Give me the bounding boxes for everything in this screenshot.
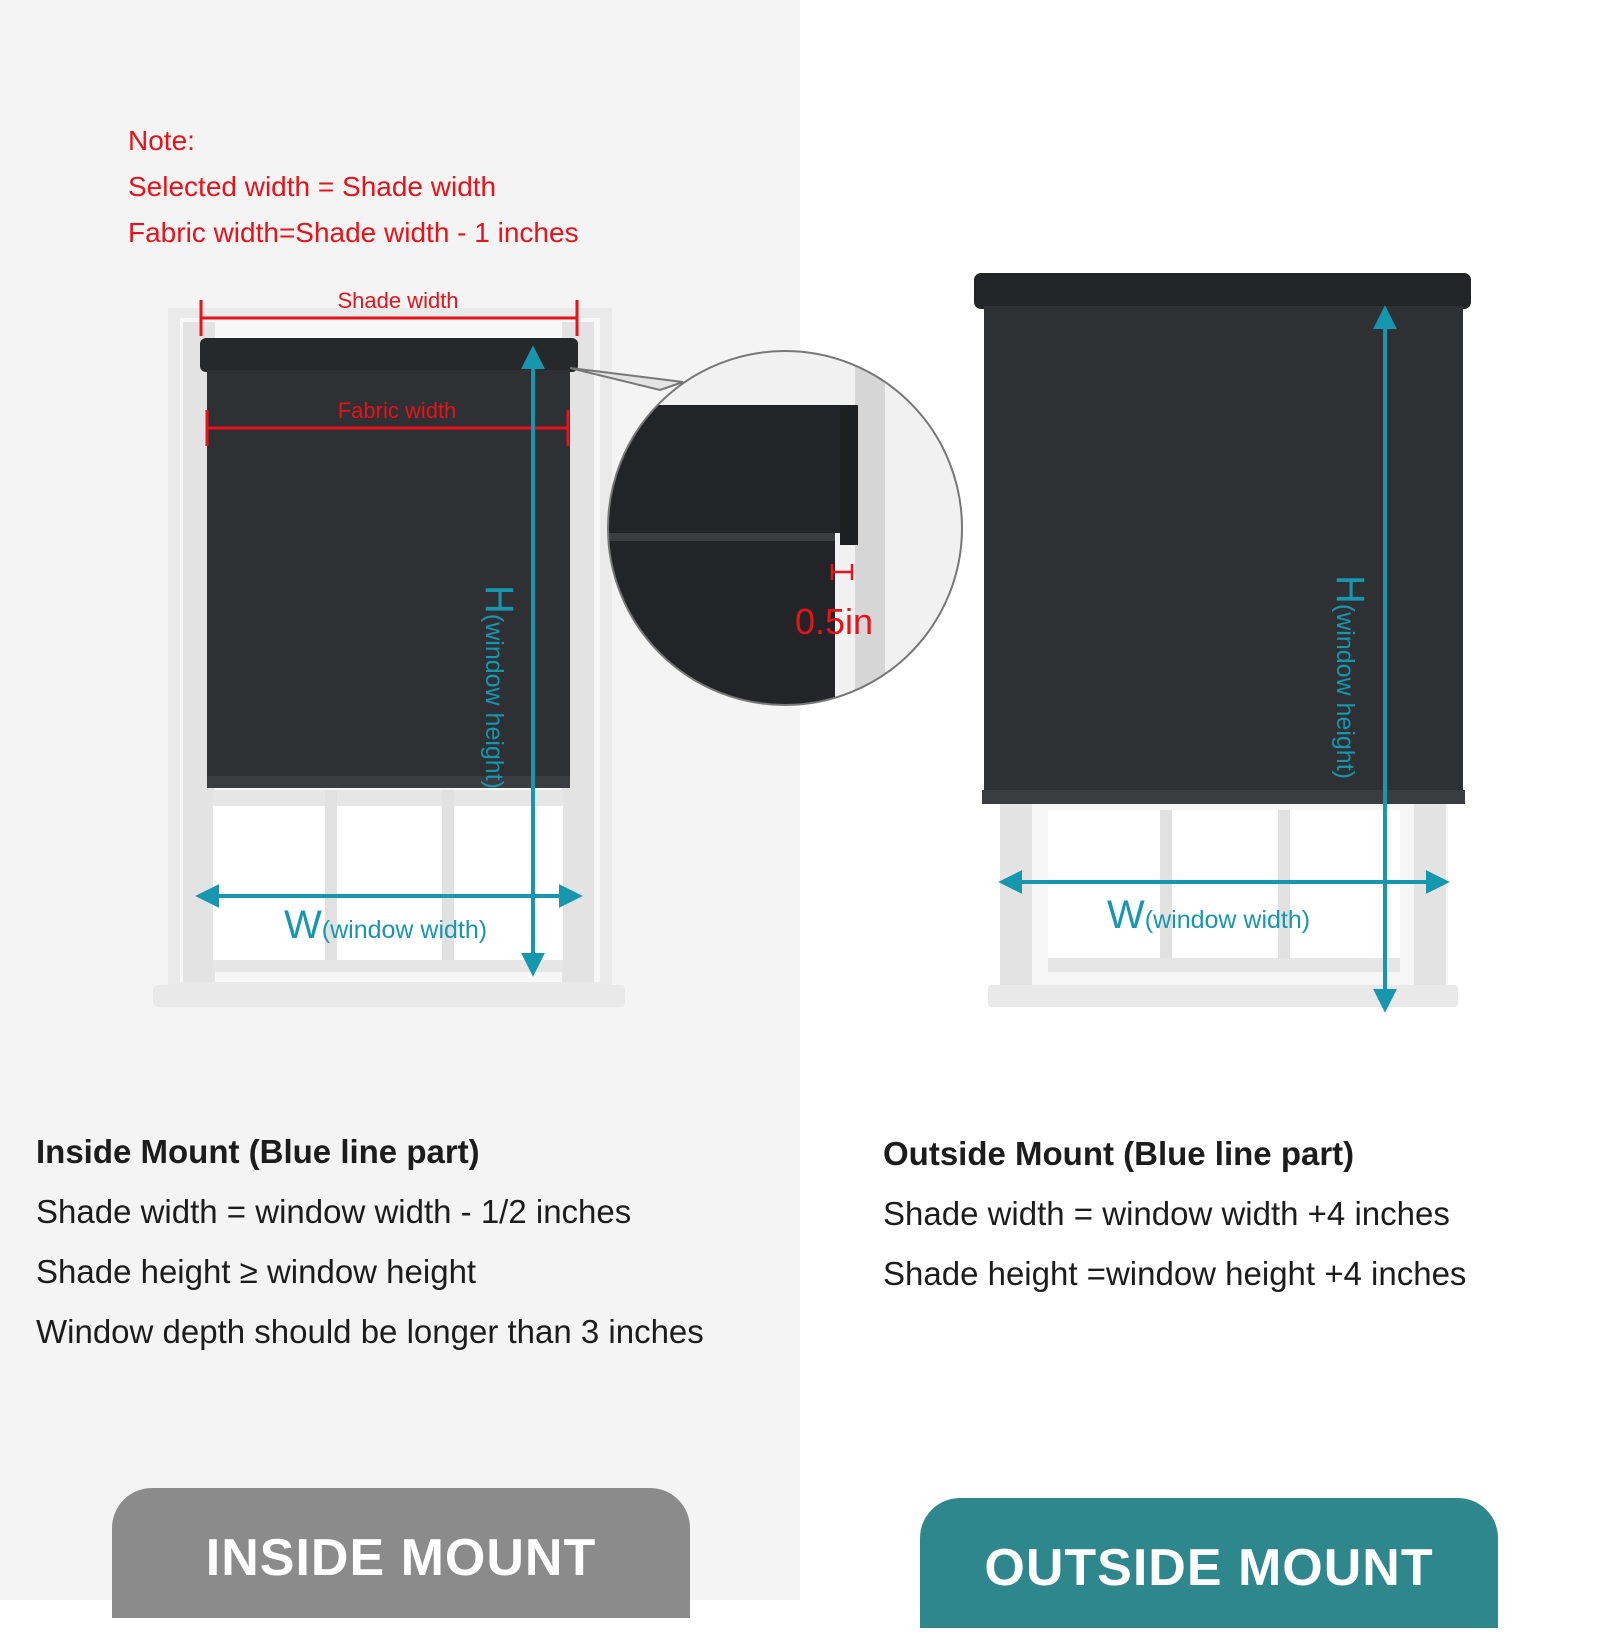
outside-mount-spec: [883, 1124, 1466, 1304]
zoom-callout: [570, 350, 970, 710]
outside-width-letter: W: [1107, 893, 1145, 937]
inside-width-caption: (window width): [321, 916, 488, 944]
outside-mount-heading: Outside Mount (Blue line part): [883, 1135, 1355, 1172]
fabric-width-label: Fabric width: [337, 398, 457, 423]
note-line-2: Fabric width=Shade width - 1 inches: [128, 217, 579, 248]
inside-mount-button[interactable]: INSIDE MOUNT: [112, 1488, 690, 1618]
note-block: [128, 118, 579, 256]
note-title: Note:: [128, 125, 195, 156]
outside-spec-line-1: Shade width = window width +4 inches: [883, 1195, 1450, 1232]
outside-spec-line-2: Shade height =window height +4 inches: [883, 1255, 1467, 1292]
inside-spec-line-1: Shade width = window width - 1/2 inches: [36, 1193, 632, 1230]
outside-window-frame: [988, 780, 1458, 1007]
inside-width-letter: W: [284, 903, 322, 947]
outside-shade: [974, 273, 1471, 804]
outside-height-letter: H: [1328, 575, 1372, 604]
shade-width-label: Shade width: [337, 288, 459, 313]
inside-mount-heading: Inside Mount (Blue line part): [36, 1133, 480, 1170]
outside-width-caption: (window width): [1144, 906, 1311, 934]
inside-spec-line-3: Window depth should be longer than 3 inches: [36, 1313, 704, 1350]
inside-mount-spec: [36, 1122, 704, 1362]
gap-label: 0.5in: [794, 601, 874, 642]
note-line-1: Selected width = Shade width: [128, 171, 497, 202]
outside-mount-button[interactable]: OUTSIDE MOUNT: [920, 1498, 1498, 1628]
outside-height-caption: (window height): [1331, 603, 1359, 779]
inside-spec-line-2: Shade height ≥ window height: [36, 1253, 477, 1290]
inside-height-letter: H: [477, 585, 521, 614]
inside-height-caption: (window height): [480, 613, 508, 789]
